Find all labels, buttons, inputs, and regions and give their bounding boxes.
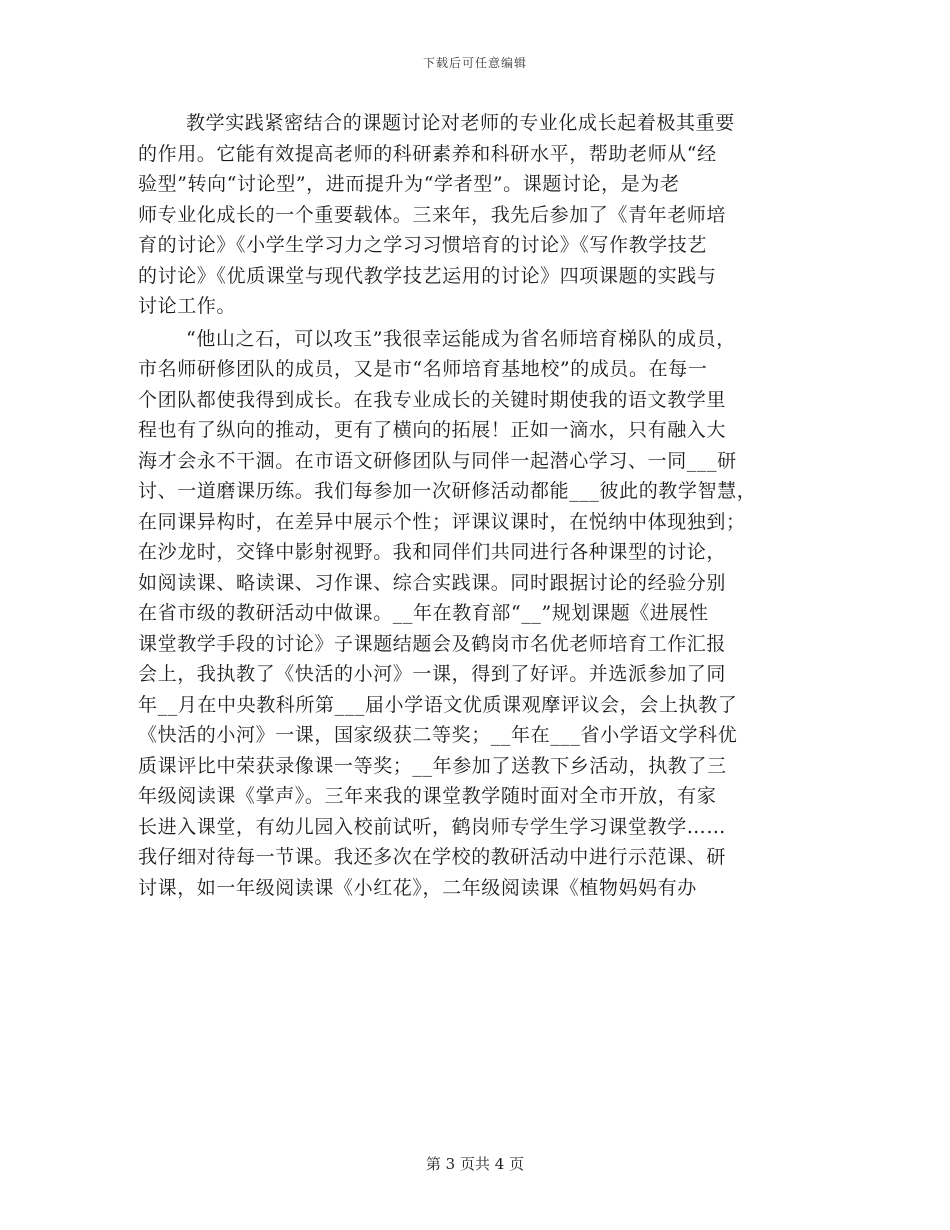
text-line: 课堂教学手段的讨论》子课题结题会及鹤岗市名优老师培育工作汇报: [138, 632, 727, 655]
page-number: 第 3 页共 4 页: [425, 1155, 525, 1173]
text-line: 讨课，如一年级阅读课《小红花》，二年级阅读课《植物妈妈有办: [138, 876, 697, 899]
text-line: “他山之石，可以攻玉”我很幸运能成为省名师培育梯队的成员，: [186, 327, 736, 350]
text-line: 验型”转向“讨论型”，进而提升为“学者型”。课题讨论，是为老: [138, 173, 680, 195]
text-line: 的讨论》《优质课堂与现代教学技艺运用的讨论》四项课题的实践与: [138, 264, 717, 287]
text-line: 育的讨论》《小学生学习力之学习习惯培育的讨论》《写作教学技艺: [138, 234, 708, 256]
text-line: [138, 934, 818, 965]
text-line: [138, 903, 818, 934]
text-line: 程也有了纵向的推动，更有了横向的拓展！正如一滴水，只有融入大: [138, 419, 727, 441]
text-line: 在省市级的教研活动中做课。__年在教育部“__”规划课题《进展性: [138, 602, 709, 624]
text-line: 如阅读课、略读课、习作课、综合实践课。同时跟据讨论的经验分别: [138, 571, 727, 594]
text-line: 个团队都使我得到成长。在我专业成长的关键时期使我的语文教学里: [138, 388, 727, 411]
text-line: 《快活的小河》一课，国家级获二等奖；__年在___省小学语文学科优: [138, 724, 738, 746]
text-line: 讨、一道磨课历练。我们每参加一次研修活动都能___彼此的教学智慧，: [138, 480, 757, 502]
text-line: 教学实践紧密结合的课题讨论对老师的专业化成长起着极其重要: [186, 112, 735, 134]
paragraph-research: [138, 108, 818, 322]
text-line: 在同课异构时，在差异中展示个性；评课议课时，在悦纳中体现独到；: [138, 510, 746, 533]
text-line: 师专业化成长的一个重要载体。三来年，我先后参加了《青年老师培: [138, 203, 727, 226]
text-line: 讨论工作。: [138, 295, 237, 317]
paragraph-team-growth: [138, 324, 818, 995]
text-line: 市名师研修团队的成员，又是市“名师培育基地校”的成员。在每一: [138, 358, 708, 380]
text-line: 海才会永不干涸。在市语文研修团队与同伴一起潜心学习、一同___研: [138, 449, 737, 472]
text-line: 长进入课堂，有幼儿园入校前试听，鹤岗师专学生学习课堂教学……: [138, 815, 727, 838]
text-line: 年级阅读课《掌声》。三年来我的课堂教学随时面对全市开放，有家: [138, 785, 717, 807]
text-line: 年__月在中央教科所第___届小学语文优质课观摩评议会，会上执教了: [138, 693, 738, 716]
text-line: [138, 964, 818, 995]
text-line: 会上，我执教了《快活的小河》一课，得到了好评。并选派参加了同: [138, 663, 727, 685]
text-line: 的作用。它能有效提高老师的科研素养和科研水平，帮助老师从“经: [138, 142, 717, 165]
document-body: [138, 108, 818, 995]
text-line: 在沙龙时，交锋中影射视野。我和同伴们共同进行各种课型的讨论，: [138, 541, 727, 563]
page-header-note: 下载后可任意编辑: [422, 56, 527, 70]
text-line: 质课评比中荣获录像课一等奖；__年参加了送教下乡活动，执教了三: [138, 754, 727, 777]
text-line: 我仔细对待每一节课。我还多次在学校的教研活动中进行示范课、研: [138, 846, 727, 868]
